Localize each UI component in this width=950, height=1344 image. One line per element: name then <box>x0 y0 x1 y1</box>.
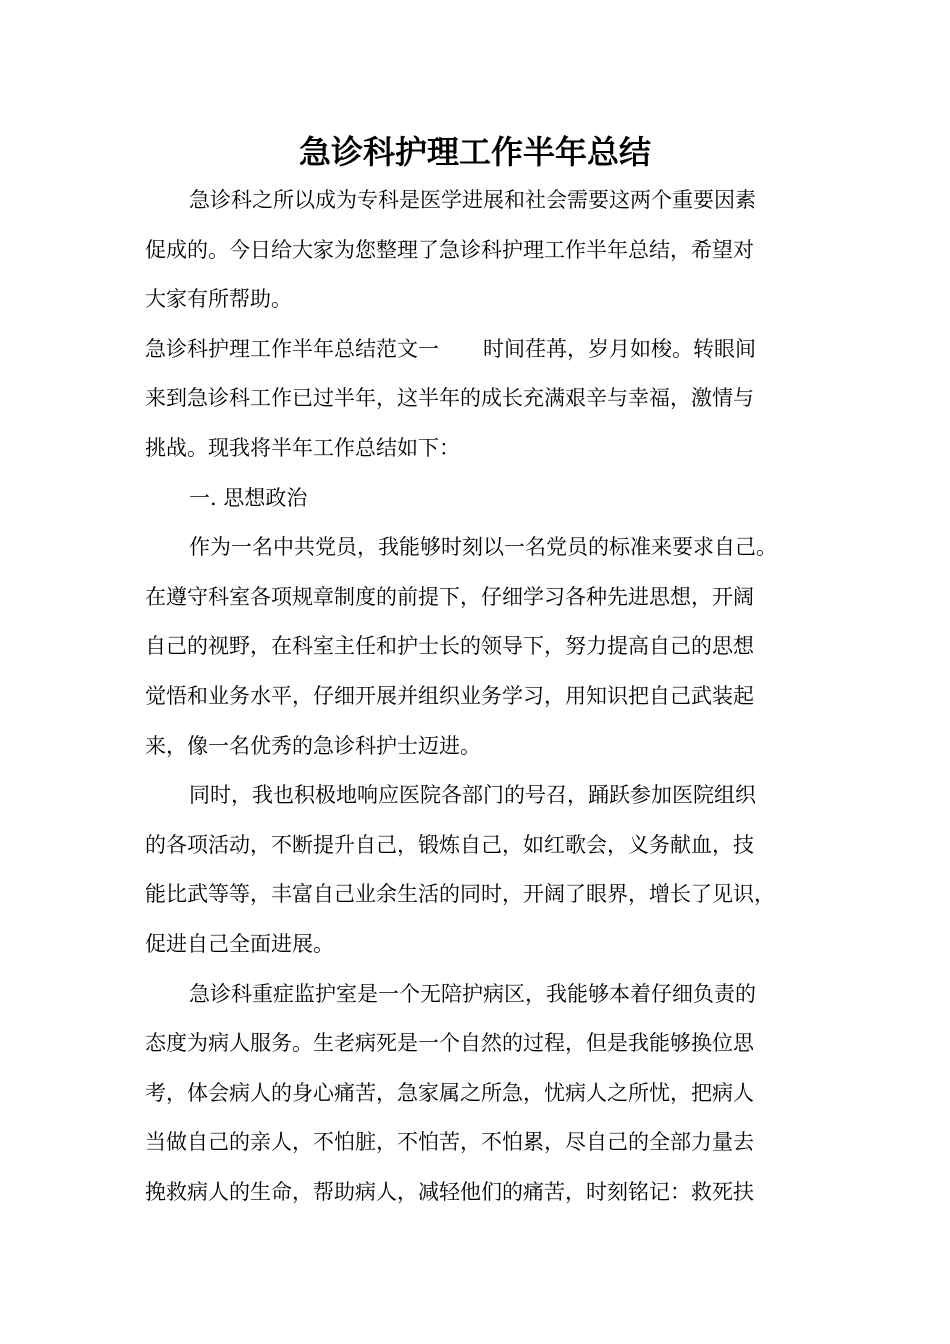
paragraph-line: 大家有所帮助。 <box>145 287 292 312</box>
paragraph-line: 自己的视野，在科室主任和护士长的领导下，努力提高自己的思想 <box>145 634 754 659</box>
paragraph-line: 同时，我也积极地响应医院各部门的号召，踊跃参加医院组织 <box>189 783 756 808</box>
paragraph-line: 考，体会病人的身心痛苦，急家属之所急，忧病人之所忧，把病人 <box>145 1080 754 1105</box>
paragraph-line: 作为一名中共党员，我能够时刻以一名党员的标准来要求自己。 <box>189 535 777 560</box>
paragraph-line: 促进自己全面进展。 <box>145 931 334 956</box>
paragraph-line: 来到急诊科工作已过半年，这半年的成长充满艰辛与幸福，激情与 <box>145 386 754 411</box>
section-heading: 急诊科护理工作半年总结范文一 <box>145 336 439 361</box>
document-title: 急诊科护理工作半年总结 <box>298 133 651 171</box>
paragraph-line: 促成的。今日给大家为您整理了急诊科护理工作半年总结，希望对 <box>145 237 754 262</box>
paragraph-line: 挽救病人的生命，帮助病人，减轻他们的痛苦，时刻铭记：救死扶 <box>145 1179 754 1204</box>
paragraph-line: 来，像一名优秀的急诊科护士迈进。 <box>145 733 481 758</box>
paragraph-line: 急诊科之所以成为专科是医学进展和社会需要这两个重要因素 <box>189 188 756 212</box>
paragraph-line: 觉悟和业务水平，仔细开展并组织业务学习，用知识把自己武装起 <box>145 683 754 708</box>
document-body <box>145 176 810 1217</box>
section-heading: 一. 思想政治 <box>189 485 308 510</box>
paragraph-text: 时间荏苒，岁月如梭。转眼间 <box>483 336 756 361</box>
paragraph-line: 急诊科重症监护室是一个无陪护病区，我能够本着仔细负责的 <box>189 981 756 1006</box>
paragraph-line: 当做自己的亲人，不怕脏，不怕苦，不怕累，尽自己的全部力量去 <box>145 1130 754 1155</box>
paragraph-line: 的各项活动，不断提升自己，锻炼自己，如红歌会，义务献血，技 <box>145 832 754 857</box>
paragraph-line: 态度为病人服务。生老病死是一个自然的过程，但是我能够换位思 <box>145 1031 754 1056</box>
paragraph-line: 挑战。现我将半年工作总结如下： <box>145 435 460 460</box>
paragraph-line <box>145 325 810 375</box>
paragraph-line: 在遵守科室各项规章制度的前提下，仔细学习各种先进思想，开阔 <box>145 584 754 609</box>
paragraph-line: 能比武等等，丰富自己业余生活的同时，开阔了眼界，增长了见识， <box>145 882 775 907</box>
